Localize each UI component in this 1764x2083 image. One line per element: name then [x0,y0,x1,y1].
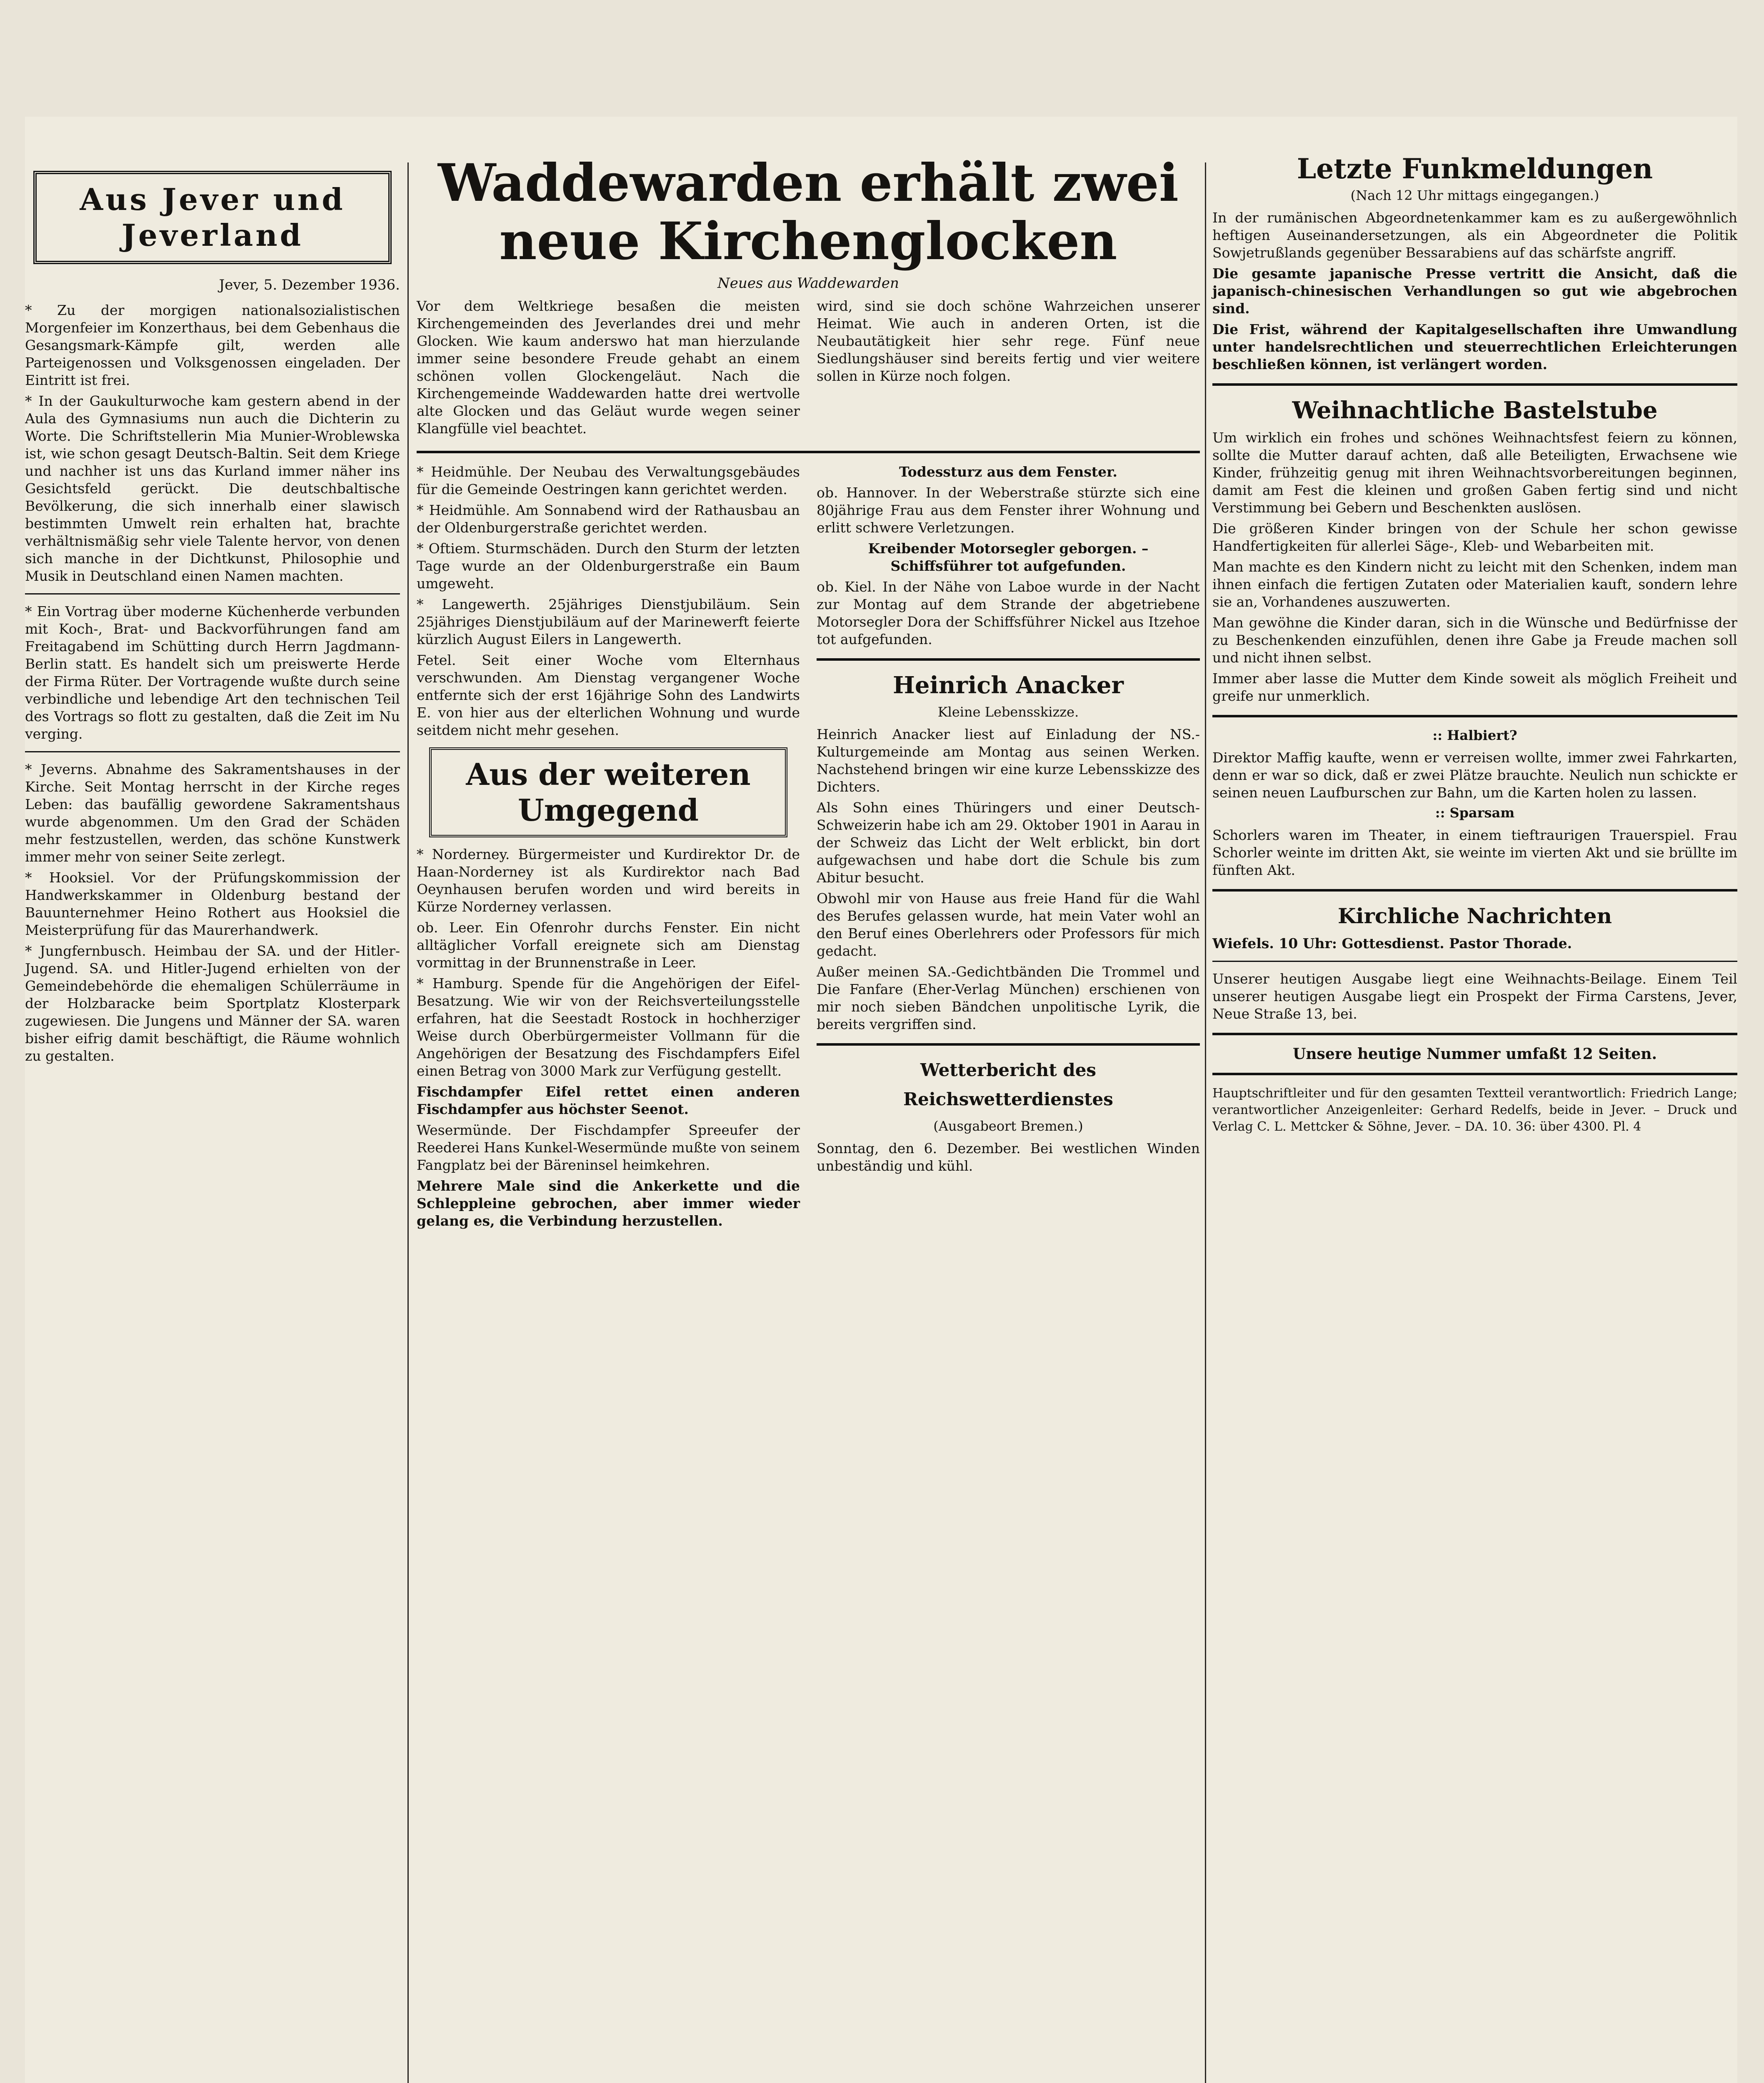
article: Die größeren Kinder bringen von der Schule her schon gewisse Handfertigkeiten für allerlei Säge-, Kleb- und Webarbeiten mit. [1212,520,1737,554]
article: Obwohl mir von Hause aus freie Hand für die Wahl des Berufes gelassen wurde, hat mein Vater wohl an den Beruf eines Oberlehrers oder Professors für mich gedacht. [817,890,1200,959]
anecdote-text: Direktor Maffig kaufte, wenn er verreisen wollte, immer zwei Fahrkarten, denn er war so dick, daß er zwei Plätze brauchte. Neulich nun schickte er seinen neuen Laufburschen zur Bahn, um die Karten holen zu lassen. [1212,749,1737,801]
anecdote-title: :: Halbiert? [1432,727,1517,743]
kirche-title: Kirchliche Nachrichten [1338,904,1612,928]
weather-text: Sonntag, den 6. Dezember. Bei westlichen Winden unbeständig und kühl. [817,1140,1200,1174]
news-and-anacker [817,463,1200,1233]
note-heading: Todessturz aus dem Fenster. [899,464,1118,480]
note: ob. Leer. Ein Ofenrohr durchs Fenster. Ein nicht alltäglicher Vorfall ereignete sich am Dienstag vormittag in der Brunnenstraße in Leer. [417,919,800,971]
subheadline: Neues aus Waddewarden [717,275,899,292]
article: Außer meinen SA.-Gedichtbänden Die Trommel und Die Fanfare (Eher-Verlag München) erschienen von mir noch sieben Bändchen unpolitische Lyrik, die bereits vergriffen sind. [817,964,1200,1032]
article: * In der Gaukulturwoche kam gestern abend in der Aula des Gymnasiums nun auch die Dichterin zu Worte. Die Schriftstellerin Mia Munier-Wroblewska ist, wie schon gesagt Deutsch-Baltin. Seit dem Kriege und nachher ist uns das Kurland immer näher ins Gesichtsfeld gerückt. Die deutschbaltische Bevölkerung, die sich innerhalb einer slawisch bestimmten Umwelt rein erhalten hat, brachte verhältnismäßig sehr viele Talente hervor, von denen sich manche in der Dichtkunst, Philosophie und Musik in Deutschland einen Namen machten. [25,393,400,584]
imprint: Hauptschriftleiter und für den gesamten Textteil verantwortlich: Friedrich Lange; verantwortlicher Anzeigenleiter: Gerhard Redelfs, beide in Jever. – Druck und Verlag C. L. Mettcker & Söhne, Jever. – DA. 10. 36: über 4300. Pl. 4 [1212,1086,1737,1134]
note: * Hamburg. Spende für die Angehörigen der Eifel-Besatzung. Wie wir von der Reichsverteilungsstelle erfahren, hat die Seestadt Rostock in hochherziger Weise durch Oberbürgermeister Vollmann für die Angehörigen der Besatzung des Fischdampfers Eifel einen Betrag von 3000 Mark zur Verfügung gestellt. [417,975,800,1079]
dateline: Jever, 5. Dezember 1936. [219,277,400,293]
note: Fetel. Seit einer Woche vom Elternhaus verschwunden. Am Dienstag vergangener Woche entfernte sich der erst 16jährige Sohn des Landwirts E. von hier aus der elterlichen Wohnung und wurde seitdem nicht mehr gesehen. [417,652,800,738]
kirche-text: Wiefels. 10 Uhr: Gottesdienst. Pastor Thorade. [1212,935,1572,952]
article: Man gewöhne die Kinder daran, sich in die Wünsche und Bedürfnisse der zu Beschenkenden einzufühlen, denen ihre Gabe ja Freude machen soll und nicht ihnen selbst. [1212,614,1737,666]
article: Als Sohn eines Thüringers und einer Deutsch-Schweizerin habe ich am 29. Oktober 1901 in Aarau in der Schweiz das Licht der Welt erblickt, bin dort aufgewachsen und habe dort die Schule bis zum Abitur besucht. [817,799,1200,886]
left-column [25,117,400,1068]
news-item: Die Frist, während der Kapitalgesellschaften ihre Umwandlung unter handelsrechtlichen und steuerrechtlichen Erleichterungen beschließen können, ist verlängert worden. [1212,321,1737,372]
article: Um wirklich ein frohes und schönes Weihnachtsfest feiern zu können, sollte die Mutter darauf achten, daß alle Beteiligten, Erwachsene wie Kinder, frühzeitig genug mit ihren Weihnachtsvorbereitungen beginnen, damit am Fest die kleinen und großen Gaben fertig sind und nicht Verstimmung bei Gebern und Beschenkten auslösen. [1212,430,1737,516]
divider [1212,1073,1737,1075]
bastel-title: Weihnachtliche Bastelstube [1292,397,1658,424]
weather-title: Wetterbericht des Reichswetterdienstes [903,1060,1113,1109]
anacker-title: Heinrich Anacker [892,672,1124,699]
center-column [417,117,1200,1233]
divider [817,1043,1200,1046]
divider [417,451,1200,453]
note: ob. Kiel. In der Nähe von Laboe wurde in der Nacht zur Montag auf dem Strande der abgetriebene Motorsegler Dora der Schiffsführer Nickel aus Itzehoe tot aufgefunden. [817,579,1200,647]
right-column [1212,117,1737,1139]
weather-subtitle: (Ausgabeort Bremen.) [933,1118,1083,1134]
note: * Langewerth. 25jähriges Dienstjubiläum. Sein 25jähriges Dienstjubiläum auf der Marinewerft feierte kürzlich August Eilers in Langewerth. [417,596,800,647]
note-heading: Kreibender Motorsegler geborgen. – Schiffsführer tot aufgefunden. [868,540,1149,574]
column-divider [407,162,409,2083]
article: Man machte es den Kindern nicht zu leicht mit den Schenken, indem man ihnen einfach die fertigen Zutaten oder Materialien kauft, sondern lehre sie an, Vorhandenes auszuwerten. [1212,559,1737,610]
newspaper-page [25,117,1737,2083]
anecdote-title: :: Sparsam [1435,805,1515,821]
divider [25,593,400,594]
divider [1212,961,1737,962]
article: * Jungfernbusch. Heimbau der SA. und der Hitler-Jugend. SA. und Hitler-Jugend erhielten von der Gemeindebehörde die ehemaligen Schülerräume in der Holzbaracke beim Sportplatz Klosterpark zugewiesen. Die Jungens und Männer der SA. waren bisher eifrig damit beschäftigt, die Räume wohnlich zu gestalten. [25,943,400,1064]
regional-notes [417,463,800,1233]
note: * Heidmühle. Am Sonnabend wird der Rathausbau an der Oldenburgerstraße gerichtet werden. [417,502,800,536]
anacker-subtitle: Kleine Lebensskizze. [937,704,1079,720]
divider [1212,383,1737,386]
section-header-umgegend: Aus der weiteren Umgegend [429,747,787,837]
lower-section [417,463,1200,1233]
note: * Norderney. Bürgermeister und Kurdirektor Dr. de Haan-Norderney ist als Kurdirektor nach Bad Oeynhausen berufen worden und wird bereits in Kürze Norderney verlassen. [417,846,800,915]
news-item: Die gesamte japanische Presse vertritt die Ansicht, daß die japanisch-chinesischen Verhandlungen so gut wie abgebrochen sind. [1212,265,1737,317]
story-text: wird, sind sie doch schöne Wahrzeichen unserer Heimat. Wie auch in anderen Orten, ist die Neubautätigkeit hier sehr rege. Fünf neue Siedlungshäuser sind bereits fertig und vier weitere sollen in Kürze noch folgen. [817,298,1200,384]
news-item: In der rumänischen Abgeordnetenkammer kam es zu außergewöhnlich heftigen Auseinandersetzungen, als ein Abgeordneter die Politik Sowjetrußlands gegenüber Bessarabiens auf das schärfste angriff. [1212,210,1737,261]
divider [1212,889,1737,892]
lead-story [417,297,1200,441]
note: * Heidmühle. Der Neubau des Verwaltungsgebäudes für die Gemeinde Oestringen kann gerichtet werden. [417,464,800,497]
funk-title: Letzte Funkmeldungen [1297,152,1653,185]
divider [25,751,400,752]
article: Heinrich Anacker liest auf Einladung der NS.-Kulturgemeinde am Montag aus seinen Werken. Nachstehend bringen wir eine kurze Lebensskizze des Dichters. [817,726,1200,795]
article: Immer aber lasse die Mutter dem Kinde soweit als möglich Freiheit und greife nur unmerklich. [1212,670,1737,704]
beilage-text: Unserer heutigen Ausgabe liegt eine Weihnachts-Beilage. Einem Teil unserer heutigen Ausgabe liegt ein Prospekt der Firma Carstens, Jever, Neue Straße 13, bei. [1212,971,1737,1022]
section-header-jever: Aus Jever und Jeverland [33,171,392,264]
column-divider [1205,162,1206,2083]
article: * Jeverns. Abnahme des Sakramentshauses in der Kirche. Seit Montag herrscht in der Kirche reges Leben: das baufällig gewordene Sakramentshaus wurde abgenommen. Um den Grad der Schäden mehr festzustellen, werden, das schöne Kunstwerk immer mehr von seiner Seite zerlegt. [25,761,400,865]
note: ob. Hannover. In der Weberstraße stürzte sich eine 80jährige Frau aus dem Fenster ihrer Wohnung und erlitt schwere Verletzungen. [817,485,1200,536]
article: * Hooksiel. Vor der Prüfungskommission der Handwerkskammer in Oldenburg bestand der Bauunternehmer Heino Rothert aus Hooksiel die Meisterprüfung für das Maurerhandwerk. [25,869,400,938]
divider [1212,1033,1737,1035]
article: * Ein Vortrag über moderne Küchenherde verbunden mit Koch-, Brat- und Backvorführungen fand am Freitagabend im Schütting durch Herrn Jagdmann-Berlin statt. Es handelt sich um preiswerte Herde der Firma Rüter. Der Vortragende wußte durch seine verbindliche und lebendige Art den technischen Teil des Vortrags so flott zu gestalten, daß die Zeit im Nu verging. [25,603,400,742]
note-heading: Fischdampfer Eifel rettet einen anderen Fischdampfer aus höchster Seenot. [417,1084,800,1117]
headline: Waddewarden erhält zwei neue Kirchenglocken [438,153,1179,272]
note: Mehrere Male sind die Ankerkette und die Schleppleine gebrochen, aber immer wieder gelang es, die Verbindung herzustellen. [417,1178,800,1229]
note: * Oftiem. Sturmschäden. Durch den Sturm der letzten Tage wurde an der Oldenburgerstraße ein Baum umgeweht. [417,540,800,592]
page-count-notice: Unsere heutige Nummer umfaßt 12 Seiten. [1292,1045,1657,1063]
funk-subtitle: (Nach 12 Uhr mittags eingegangen.) [1350,187,1599,203]
anecdote-text: Schorlers waren im Theater, in einem tieftraurigen Trauerspiel. Frau Schorler weinte im dritten Akt, sie weinte im vierten Akt und sie brüllte im fünften Akt. [1212,827,1737,878]
divider [1212,715,1737,717]
divider [817,658,1200,661]
article: * Zu der morgigen nationalsozialistischen Morgenfeier im Konzerthaus, bei dem Gebenhaus die Gesangsmark-Kämpfe gilt, werden alle Parteigenossen und Volksgenossen eingeladen. Der Eintritt ist frei. [25,302,400,388]
note: Wesermünde. Der Fischdampfer Spreeufer der Reederei Hans Kunkel-Wesermünde mußte von seinem Fangplatz bei der Bäreninsel heimkehren. [417,1122,800,1173]
story-text: Vor dem Weltkriege besaßen die meisten Kirchengemeinden des Jeverlandes drei und mehr Glocken. Wie kaum anderswo hat man hierzulande immer seine besondere Freude gehabt an einem schönen vollen Glockengeläut. Nach die Kirchengemeinde Waddewarden hatte drei wertvolle alte Glocken und das Geläut wurde wegen seiner Klangfülle viel beachtet. [417,298,800,437]
